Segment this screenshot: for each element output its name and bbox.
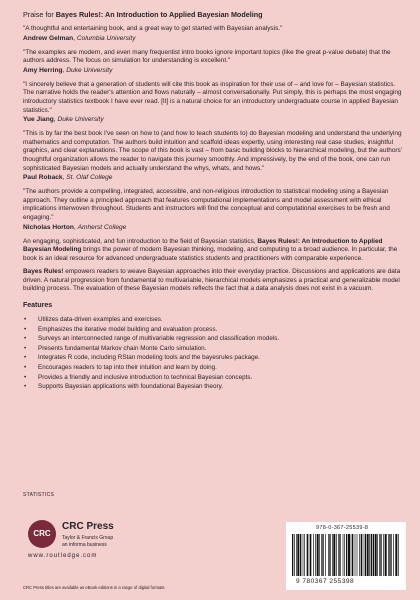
bullet-icon: • <box>24 364 27 372</box>
bullet-icon: • <box>24 325 27 333</box>
quote-text: "I sincerely believe that a generation of students will cite this book as inspiration for their use of – and love for – Bayesian statistics. The narrative holds the reader's attention and flows naturally – almost conversationally. Put simply, this is perhaps the most engaging introductory statistics textbook I have ever read. [It] is a natural choice for an introductory undergraduate course in applied Bayesian statistics." <box>23 80 402 114</box>
publisher-group: Taylor & Francis Group <box>62 535 114 541</box>
barcode-bar <box>398 534 399 576</box>
crc-logo-icon: CRC <box>28 520 56 548</box>
bullet-icon: • <box>24 383 27 391</box>
barcode-bar <box>369 534 370 576</box>
barcode-bar <box>355 534 356 576</box>
barcode-bar <box>325 534 326 576</box>
quote-attribution: Andrew Gelman, Columbia University <box>23 34 136 42</box>
barcode-bar <box>313 534 314 576</box>
barcode-bar <box>292 534 293 576</box>
ebook-footnote: CRC Press titles are available as eBook editions in a range of digital formats <box>23 585 165 590</box>
quote-block <box>23 81 403 124</box>
publisher-website: www.routledge.com <box>28 553 98 559</box>
feature-text: Emphasizes the iterative model building and evaluation process. <box>38 325 218 333</box>
bullet-icon: • <box>24 373 27 381</box>
description-paragraph <box>23 238 403 264</box>
quote-text: "The authors provide a compelling, integrated, accessible, and non-religious introduction to statistical modeling using a Bayesian approach. They outline a principled approach that features computational implementations and model assessment with ethical implications interwoven throughout. Students and instructors will find the conceptual and computational exercises to be fresh and engaging." <box>23 188 390 221</box>
author-name: Nicholas Horton <box>23 223 74 231</box>
quote-block <box>23 130 403 182</box>
praise-heading <box>23 10 403 19</box>
description-book-title: Bayes Rules! <box>23 268 64 276</box>
barcode-bar <box>377 534 378 576</box>
barcode-bar <box>344 534 345 576</box>
main-content <box>23 10 403 392</box>
author-name: Yue Jiang <box>23 116 54 124</box>
quote-attribution: Yue Jiang, Duke University <box>23 116 104 124</box>
barcode-bar <box>371 534 372 576</box>
barcode-bar <box>328 534 329 576</box>
feature-text: Presents fundamental Markov chain Monte Carlo simulation. <box>38 344 207 352</box>
barcode-bar <box>375 534 377 576</box>
feature-text: Supports Bayesian applications with foundational Bayesian theory. <box>38 383 224 391</box>
praise-prefix: Praise for <box>23 10 56 19</box>
publisher-logo <box>22 512 152 582</box>
barcode-bar <box>307 534 308 576</box>
barcode-bar <box>319 534 320 576</box>
barcode-bar <box>389 534 390 576</box>
barcode-bar <box>303 534 304 576</box>
quote-block <box>23 49 403 75</box>
barcode-icon <box>292 534 400 576</box>
bullet-icon: • <box>24 335 27 343</box>
barcode-bar <box>361 534 362 576</box>
barcode-bar <box>300 534 301 576</box>
isbn-text: 978-0-367-25539-8 <box>316 525 369 531</box>
barcode-bar <box>393 534 394 576</box>
feature-item <box>23 334 403 344</box>
barcode-bar <box>315 534 316 576</box>
barcode-bar <box>343 534 344 576</box>
barcode-bar <box>294 534 295 576</box>
feature-text: Surveys an interconnected range of multivariable regression and classification models. <box>38 335 280 343</box>
publisher-tagline: an informa business <box>62 542 107 548</box>
barcode-bar <box>351 534 352 576</box>
barcode-bar <box>338 534 339 576</box>
barcode-bar <box>373 534 374 576</box>
feature-text: Utilizes data-driven examples and exercises. <box>38 316 163 324</box>
barcode-bar <box>379 534 380 576</box>
features-list <box>23 315 403 392</box>
author-affiliation: Duke University <box>57 116 104 124</box>
barcode-bar <box>348 534 350 576</box>
barcode-bar <box>385 534 387 576</box>
feature-text: Provides a friendly and inclusive introduction to technical Bayesian concepts. <box>38 373 253 381</box>
barcode-bar <box>359 534 360 576</box>
barcode-bar <box>333 534 335 576</box>
barcode-bar <box>346 534 347 576</box>
barcode-bar <box>332 534 333 576</box>
author-name: Paul Roback <box>23 174 63 182</box>
author-affiliation: Amherst College <box>77 223 127 231</box>
quote-text: "A thoughtful and entertaining book, and a great way to get started with Bayesian analysis." <box>23 25 283 32</box>
barcode-bar <box>381 534 382 576</box>
quote-text: "This is by far the best book I've seen on how to (and how to teach students to) do Bayesian modeling and understand the underlying mathematics and computation. The authors build intuition and scaffold ideas expertly, using interesting real case studies, insightful graphics, and clear explanations. The scope of this book is vast – from basic building blocks to hierarchical modeling, but the authors' thoughtful organization allows the reader to navigate this journey smoothly. And impressively, by the end of the book, one can run sophisticated Bayesian models and actually understand the whys, whats, and hows." <box>23 130 402 172</box>
barcode-bar <box>391 534 392 576</box>
barcode-bar <box>365 534 366 576</box>
barcode-bar <box>317 534 319 576</box>
barcode-bar <box>304 534 305 576</box>
feature-item <box>23 353 403 363</box>
feature-item <box>23 325 403 335</box>
barcode-bar <box>321 534 322 576</box>
bullet-icon: • <box>24 354 27 362</box>
barcode-bar <box>297 534 299 576</box>
barcode-bar <box>309 534 310 576</box>
description-text: brings the power of modern Bayesian thinking, modeling, and computing to a broad audience. In particular, the book is an ideal resource for advanced undergraduate statistics students and practitioners with comparable experience. <box>23 246 398 262</box>
barcode-bar <box>357 534 358 576</box>
quote-text: "The examples are modern, and even many frequentist intro books ignore important topics (like the great p-value debate) that the authors address. The focus on simulation for understanding is excellent." <box>23 48 391 65</box>
quote-attribution: Amy Herring, Duke University <box>23 66 113 74</box>
barcode-bar <box>352 534 353 576</box>
barcode-bar <box>323 534 324 576</box>
publisher-name: CRC Press <box>62 521 114 532</box>
feature-item <box>23 373 403 383</box>
feature-text: Integrates R code, including RStan modeling tools and the bayesrules package. <box>38 354 260 362</box>
feature-item <box>23 344 403 354</box>
praise-book-title: Bayes Rules!: An Introduction to Applied Bayesian Modeling <box>55 10 263 19</box>
category-label: STATISTICS <box>23 492 55 498</box>
description-text: empowers readers to weave Bayesian approaches into their everyday practice. Discussions and applications are data driven. A natural progression from fundamental to multivariable, hierarchical models emphasizes a practical and generalizable model building process. The evaluation of these Bayesian models reflects the fact that a data analysis does not exist in a vacuum. <box>23 268 401 293</box>
author-affiliation: Columbia University <box>76 34 136 42</box>
bullet-icon: • <box>24 316 27 324</box>
barcode-number: 9 780367 255398 <box>296 578 355 585</box>
feature-item <box>23 382 403 392</box>
barcode-bar <box>339 534 340 576</box>
bullet-icon: • <box>24 344 27 352</box>
isbn-barcode <box>286 522 406 590</box>
description-book-title: Bayes Rules!: An Introduction to Applied Bayesian Modeling <box>23 237 383 254</box>
barcode-bar <box>383 534 384 576</box>
feature-item <box>23 363 403 373</box>
author-affiliation: St. Olaf College <box>66 174 113 182</box>
barcode-bar <box>296 534 297 576</box>
feature-item <box>23 315 403 325</box>
author-affiliation: Duke University <box>66 66 113 74</box>
feature-text: Encourages readers to tap into their intuition and learn by doing. <box>38 364 217 372</box>
barcode-bar <box>310 534 311 576</box>
quote-attribution: Nicholas Horton, Amherst College <box>23 223 127 231</box>
barcode-bar <box>336 534 337 576</box>
barcode-bar <box>395 534 397 576</box>
barcode-bar <box>367 534 369 576</box>
barcode-bar <box>329 534 330 576</box>
author-name: Andrew Gelman <box>23 34 74 42</box>
quote-attribution: Paul Roback, St. Olaf College <box>23 174 113 182</box>
features-heading: Features <box>23 302 53 310</box>
quote-block <box>23 25 403 43</box>
barcode-bar <box>363 534 364 576</box>
barcode-bar <box>388 534 389 576</box>
description-paragraph <box>23 268 403 294</box>
quote-block <box>23 188 403 231</box>
author-name: Amy Herring <box>23 66 63 74</box>
description-text: An engaging, sophisticated, and fun introduction to the field of Bayesian statistics, <box>23 237 258 245</box>
